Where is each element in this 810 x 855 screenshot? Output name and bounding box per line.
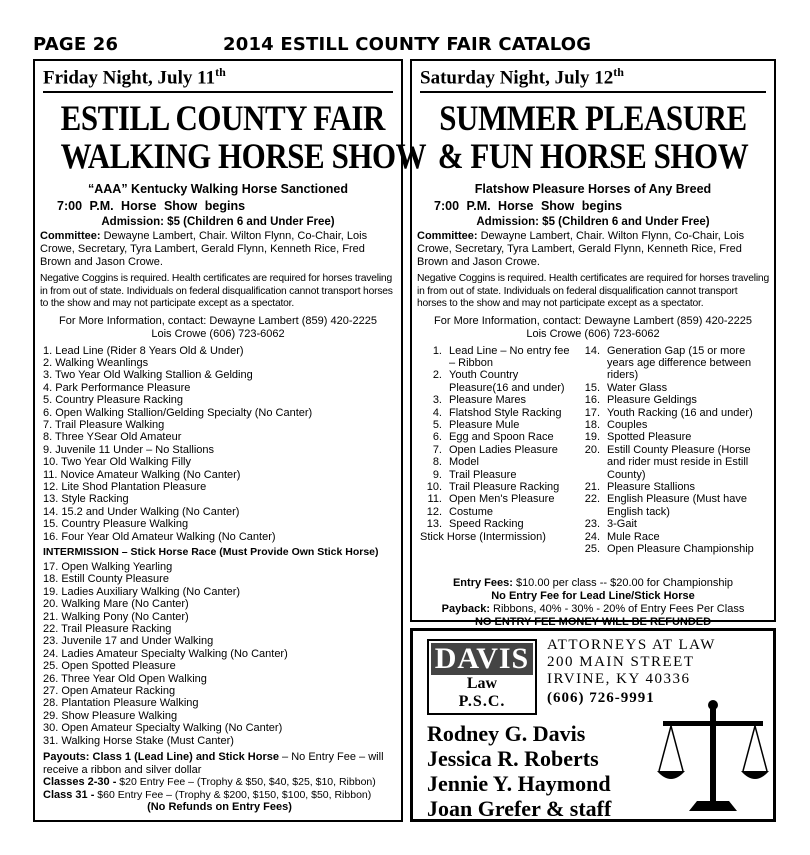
class-item: 4. Park Performance Pleasure bbox=[43, 381, 191, 394]
class-item: 28. Plantation Pleasure Walking bbox=[43, 697, 199, 710]
class-item: 15. Country Pleasure Walking bbox=[43, 518, 189, 531]
class-item bbox=[576, 382, 772, 394]
class-title: 3-Gait bbox=[607, 518, 637, 531]
address-line-2: 200 MAIN STREET bbox=[547, 654, 695, 670]
logo-davis: DAVIS bbox=[431, 643, 533, 675]
saturday-title-line-2: & FUN HORSE SHOW bbox=[437, 136, 749, 176]
class-item: 8. Three YSear Old Amateur bbox=[43, 431, 182, 444]
class-number: 9. bbox=[432, 468, 442, 481]
attorney-names bbox=[427, 721, 611, 821]
class-title: Pleasure Geldings bbox=[607, 394, 697, 407]
saturday-contact-2: Lois Crowe (606) 723-6062 bbox=[526, 327, 660, 340]
firm-address bbox=[547, 637, 716, 707]
class-title: Spotted Pleasure bbox=[607, 431, 692, 444]
logo-psc: P.S.C. bbox=[458, 693, 506, 710]
class-item bbox=[418, 518, 578, 530]
class-number: 21. bbox=[584, 480, 600, 493]
attorney-name: Rodney G. Davis bbox=[427, 721, 586, 746]
class-title: Mule Race bbox=[607, 530, 660, 543]
saturday-no-refund: NO ENTRY FEE MONEY WILL BE REFUNDED bbox=[474, 615, 712, 628]
saturday-classes-right-col bbox=[576, 345, 772, 556]
class-title: Open Ladies Pleasure bbox=[449, 443, 558, 456]
saturday-committee: Committee: Dewayne Lambert, Chair. Wilton Flynn, Co-Chair, Lois Crowe, Secretary, Tyra Lambert, Gerald Flynn, Kenneth Rice, Fred Brown and Jason Crowe. bbox=[417, 230, 745, 268]
class-title: Open Pleasure Championship bbox=[607, 543, 754, 555]
class-number: 19. bbox=[584, 431, 600, 444]
class-item bbox=[576, 531, 772, 543]
class-item bbox=[576, 543, 772, 555]
class-number: 11. bbox=[427, 493, 442, 506]
class-title: Youth Racking (16 and under) bbox=[607, 406, 753, 419]
class-number: 18. bbox=[584, 418, 600, 431]
class-number: 3. bbox=[432, 394, 442, 407]
class-item bbox=[418, 469, 578, 481]
class-number: 5. bbox=[432, 418, 442, 431]
class-item: 20. Walking Mare (No Canter) bbox=[43, 598, 189, 611]
class-number: 12. bbox=[426, 505, 442, 518]
saturday-time: 7:00 P.M. Horse Show begins bbox=[434, 199, 623, 213]
class-item: 11. Novice Amateur Walking (No Canter) bbox=[43, 468, 241, 481]
class-item: 23. Juvenile 17 and Under Walking bbox=[43, 635, 214, 648]
class-item: 19. Ladies Auxiliary Walking (No Canter) bbox=[43, 585, 241, 598]
davis-law-ad bbox=[410, 628, 776, 822]
stick-horse-note: Stick Horse (Intermission) bbox=[420, 530, 546, 543]
page-header bbox=[33, 34, 790, 54]
class-item bbox=[576, 481, 772, 493]
class-title: Trail Pleasure Racking bbox=[449, 480, 560, 493]
class-item: 13. Style Racking bbox=[43, 493, 129, 506]
class-item: 2. Walking Weanlings bbox=[43, 356, 149, 369]
attorney-name: Jessica R. Roberts bbox=[427, 746, 599, 771]
saturday-payback: Payback: Ribbons, 40% - 30% - 20% of Entry Fees Per Class bbox=[441, 602, 745, 615]
friday-admission: Admission: $5 (Children 6 and Under Free) bbox=[101, 216, 335, 228]
class-title: Estill County Pleasure (Horse and rider must reside in Estill County) bbox=[607, 443, 751, 481]
class-number: 4. bbox=[432, 406, 442, 419]
class-item bbox=[418, 444, 578, 456]
class-number: 7. bbox=[432, 443, 442, 456]
friday-committee: Committee: Dewayne Lambert, Chair. Wilton Flynn, Co-Chair, Lois Crowe, Secretary, Tyra Lambert, Gerald Flynn, Kenneth Rice, Fred Brown and Jason Crowe. bbox=[40, 230, 368, 268]
friday-classes-list-b bbox=[35, 561, 401, 747]
friday-title-line-2: WALKING HORSE SHOW bbox=[60, 136, 427, 176]
class-number: 24. bbox=[584, 530, 600, 543]
class-item: 26. Three Year Old Open Walking bbox=[43, 672, 207, 685]
address-line-1: ATTORNEYS AT LAW bbox=[547, 637, 716, 653]
class-title: Lead Line – No entry fee – Ribbon bbox=[449, 344, 570, 369]
class-number: 15. bbox=[584, 381, 600, 394]
class-item: 17. Open Walking Yearling bbox=[43, 561, 173, 573]
class-item bbox=[418, 419, 578, 431]
class-item bbox=[576, 419, 772, 431]
davis-law-logo bbox=[427, 639, 537, 715]
class-item bbox=[418, 506, 578, 518]
class-title: English Pleasure (Must have English tack) bbox=[607, 493, 748, 518]
saturday-classes-left-col bbox=[418, 345, 578, 544]
friday-class-31-fees: Class 31 - $60 Entry Fee – (Trophy & $200, $150, $100, $50, Ribbon) bbox=[43, 788, 372, 801]
class-item bbox=[576, 518, 772, 530]
class-item: 14. 15.2 and Under Walking (No Canter) bbox=[43, 505, 240, 518]
class-number: 20. bbox=[584, 443, 600, 456]
class-item: 21. Walking Pony (No Canter) bbox=[43, 610, 189, 623]
class-item: 9. Juvenile 11 Under – No Stallions bbox=[43, 443, 215, 456]
saturday-classes-grid bbox=[412, 345, 774, 577]
class-number: 17. bbox=[584, 406, 600, 419]
class-item bbox=[418, 431, 578, 443]
friday-payouts: Payouts: Class 1 (Lead Line) and Stick Horse – No Entry Fee – will receive a ribbon and silver dollar bbox=[43, 751, 384, 776]
class-item bbox=[418, 407, 578, 419]
class-item: 1. Lead Line (Rider 8 Years Old & Under) bbox=[43, 344, 244, 357]
friday-classes-2-30-fees: Classes 2-30 - $20 Entry Fee – (Trophy & $50, $40, $25, $10, Ribbon) bbox=[43, 776, 376, 789]
class-title: Egg and Spoon Race bbox=[449, 431, 554, 444]
saturday-show-panel bbox=[410, 59, 776, 628]
class-number: 25. bbox=[584, 543, 600, 555]
class-number: 16. bbox=[584, 394, 600, 407]
saturday-contact-1: For More Information, contact: Dewayne Lambert (859) 420-2225 bbox=[434, 314, 752, 327]
class-title: Couples bbox=[607, 418, 648, 431]
logo-law: Law bbox=[466, 675, 498, 692]
catalog-title: 2014 ESTILL COUNTY FAIR CATALOG bbox=[223, 34, 592, 55]
class-number: 2. bbox=[432, 369, 442, 382]
class-item bbox=[418, 394, 578, 406]
saturday-coggins-note: Negative Coggins is required. Health certificates are required for horses traveling in from out of state. Individuals on federal disqualification cannot transport horses to the show and may not participate except as a spectator. bbox=[417, 273, 769, 309]
class-number: 10. bbox=[426, 480, 442, 493]
class-title: Model bbox=[449, 456, 479, 469]
class-item: 24. Ladies Amateur Specialty Walking (No Canter) bbox=[43, 647, 288, 660]
friday-classes-list-a bbox=[35, 345, 401, 544]
class-item: 31. Walking Horse Stake (Must Canter) bbox=[43, 734, 234, 747]
class-item bbox=[576, 431, 772, 443]
class-item bbox=[576, 345, 772, 382]
class-item: 7. Trail Pleasure Walking bbox=[43, 418, 165, 431]
class-number: 6. bbox=[432, 431, 442, 444]
class-title: Trail Pleasure bbox=[449, 468, 517, 481]
address-line-3: IRVINE, KY 40336 bbox=[547, 671, 691, 687]
class-title: Generation Gap (15 or more years age difference between riders) bbox=[607, 344, 752, 382]
class-item: 5. Country Pleasure Racking bbox=[43, 394, 184, 407]
class-number: 8. bbox=[432, 456, 442, 469]
class-title: Pleasure Stallions bbox=[607, 480, 696, 493]
class-title: Open Men's Pleasure bbox=[449, 493, 555, 506]
class-title: Youth Country Pleasure(16 and under) bbox=[449, 369, 565, 394]
class-number: 13. bbox=[426, 518, 442, 531]
class-item bbox=[418, 481, 578, 493]
class-item bbox=[576, 407, 772, 419]
class-item: 12. Lite Shod Plantation Pleasure bbox=[43, 480, 207, 493]
class-item: 6. Open Walking Stallion/Gelding Specialty (No Canter) bbox=[43, 406, 313, 419]
saturday-title-line-1: SUMMER PLEASURE bbox=[439, 98, 747, 138]
saturday-admission: Admission: $5 (Children 6 and Under Free) bbox=[476, 216, 710, 228]
page-number: PAGE 26 bbox=[33, 34, 119, 55]
class-item: 25. Open Spotted Pleasure bbox=[43, 660, 176, 673]
friday-contact-1: For More Information, contact: Dewayne Lambert (859) 420-2225 bbox=[59, 314, 377, 327]
class-item: 27. Open Amateur Racking bbox=[43, 685, 176, 698]
friday-title-line-1: ESTILL COUNTY FAIR bbox=[60, 98, 385, 138]
class-title: Speed Racking bbox=[449, 518, 524, 531]
class-item: 16. Four Year Old Amateur Walking (No Canter) bbox=[43, 530, 276, 543]
friday-day-heading: Friday Night, July 11th bbox=[43, 65, 393, 93]
class-title: Pleasure Mares bbox=[449, 394, 527, 407]
class-item: 10. Two Year Old Walking Filly bbox=[43, 456, 191, 469]
class-item bbox=[418, 456, 578, 468]
friday-coggins-note: Negative Coggins is required. Health certificates are required for horses traveling in from out of state. Individuals on federal disqualification cannot transport horses to the show and may not participate except as a spectator. bbox=[40, 273, 393, 309]
class-number: 23. bbox=[584, 518, 600, 531]
class-item bbox=[418, 345, 578, 370]
class-item: 29. Show Pleasure Walking bbox=[43, 709, 178, 722]
friday-time: 7:00 P.M. Horse Show begins bbox=[57, 199, 246, 213]
class-number: 22. bbox=[584, 493, 600, 506]
class-title: Water Glass bbox=[607, 381, 668, 394]
class-item bbox=[576, 394, 772, 406]
friday-show-panel bbox=[33, 59, 427, 822]
saturday-subtitle: Flatshow Pleasure Horses of Any Breed bbox=[474, 182, 712, 196]
saturday-day-heading: Saturday Night, July 12th bbox=[420, 65, 766, 93]
friday-no-refunds: (No Refunds on Entry Fees) bbox=[147, 801, 292, 814]
class-item bbox=[418, 493, 578, 505]
friday-contact-2: Lois Crowe (606) 723-6062 bbox=[151, 327, 285, 340]
class-title: Flatshod Style Racking bbox=[449, 406, 562, 419]
attorney-name: Joan Grefer & staff bbox=[427, 796, 612, 821]
class-item bbox=[576, 493, 772, 518]
class-number: 14. bbox=[584, 344, 600, 357]
class-title: Pleasure Mule bbox=[449, 418, 520, 431]
saturday-entry-fees: Entry Fees: $10.00 per class -- $20.00 for Championship bbox=[452, 576, 734, 589]
scales-of-justice-icon bbox=[657, 699, 769, 817]
class-item: 30. Open Amateur Specialty Walking (No Canter) bbox=[43, 722, 283, 735]
class-item: 18. Estill County Pleasure bbox=[43, 573, 169, 586]
class-item: 3. Two Year Old Walking Stallion & Gelding bbox=[43, 369, 253, 382]
attorney-name: Jennie Y. Haymond bbox=[427, 771, 611, 796]
class-item bbox=[418, 369, 578, 394]
class-title: Costume bbox=[449, 505, 494, 518]
class-item bbox=[576, 444, 772, 481]
firm-phone: (606) 726-9991 bbox=[547, 690, 655, 706]
class-item: 22. Trail Pleasure Racking bbox=[43, 623, 172, 636]
saturday-no-entry-fee: No Entry Fee for Lead Line/Stick Horse bbox=[491, 589, 695, 602]
class-number: 1. bbox=[432, 344, 442, 357]
friday-sanction: “AAA” Kentucky Walking Horse Sanctioned bbox=[88, 182, 348, 196]
friday-intermission: INTERMISSION – Stick Horse Race (Must Provide Own Stick Horse) bbox=[43, 546, 379, 558]
